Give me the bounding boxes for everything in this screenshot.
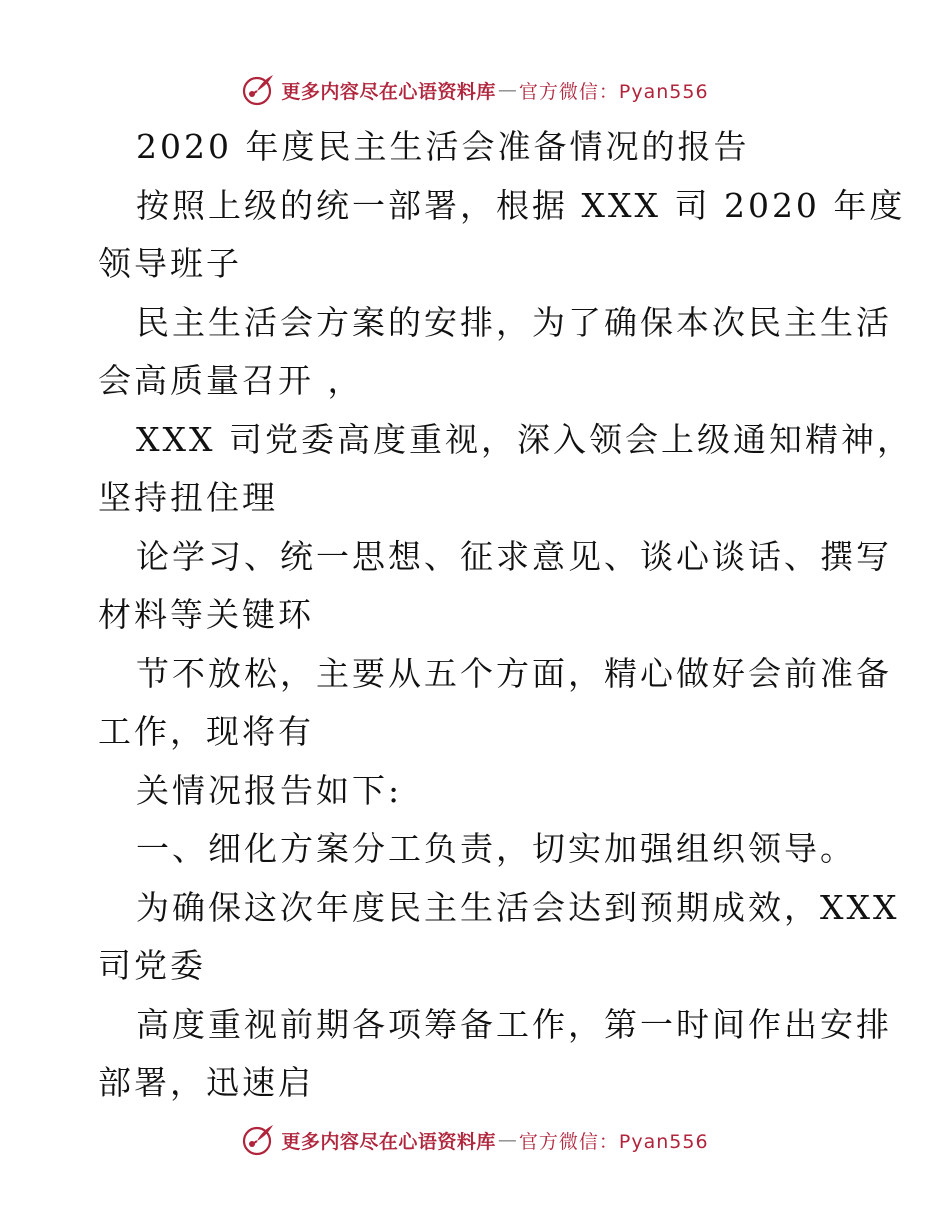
- banner-separator: —: [497, 1129, 517, 1151]
- quill-logo-icon: [241, 73, 275, 107]
- paragraph-line: 高度重视前期各项筹备工作，第一时间作出安排: [136, 1004, 892, 1044]
- quill-logo-icon: [241, 1123, 275, 1157]
- paragraph-line: 会高质量召开 ，: [98, 361, 364, 400]
- document-title: 2020 年度民主生活会准备情况的报告: [136, 127, 750, 166]
- contact-text: 官方微信：Pyan556: [518, 1130, 709, 1153]
- paragraph-line: 司党委: [98, 946, 206, 985]
- brand-text: 更多内容尽在心语资料库: [281, 1130, 496, 1153]
- paragraph-line: 坚持扭住理: [98, 478, 278, 517]
- section-heading: 一、细化方案分工负责，切实加强组织领导。: [136, 829, 856, 868]
- paragraph-line: XXX 司党委高度重视，深入领会上级通知精神，: [136, 419, 913, 459]
- paragraph-line: 工作，现将有: [98, 712, 314, 751]
- footer-watermark-banner: [0, 1120, 950, 1160]
- paragraph-line: 关情况报告如下:: [136, 770, 403, 810]
- document-body: [98, 118, 913, 1113]
- paragraph-line: 为确保这次年度民主生活会达到预期成效，XXX: [136, 887, 900, 927]
- header-watermark-banner: [0, 70, 950, 110]
- banner-separator: —: [497, 79, 517, 101]
- paragraph-line: 论学习、统一思想、征求意见、谈心谈话、撰写: [136, 536, 892, 576]
- paragraph-line: 部署，迅速启: [98, 1063, 314, 1102]
- paragraph-line: 领导班子: [98, 244, 242, 283]
- contact-text: 官方微信：Pyan556: [518, 80, 709, 103]
- paragraph-line: 按照上级的统一部署，根据 XXX 司 2020 年度: [136, 185, 906, 225]
- paragraph-line: 节不放松，主要从五个方面，精心做好会前准备: [136, 653, 892, 693]
- paragraph-line: 民主生活会方案的安排，为了确保本次民主生活: [136, 302, 892, 342]
- paragraph-line: 材料等关键环: [98, 595, 314, 634]
- brand-text: 更多内容尽在心语资料库: [281, 80, 496, 103]
